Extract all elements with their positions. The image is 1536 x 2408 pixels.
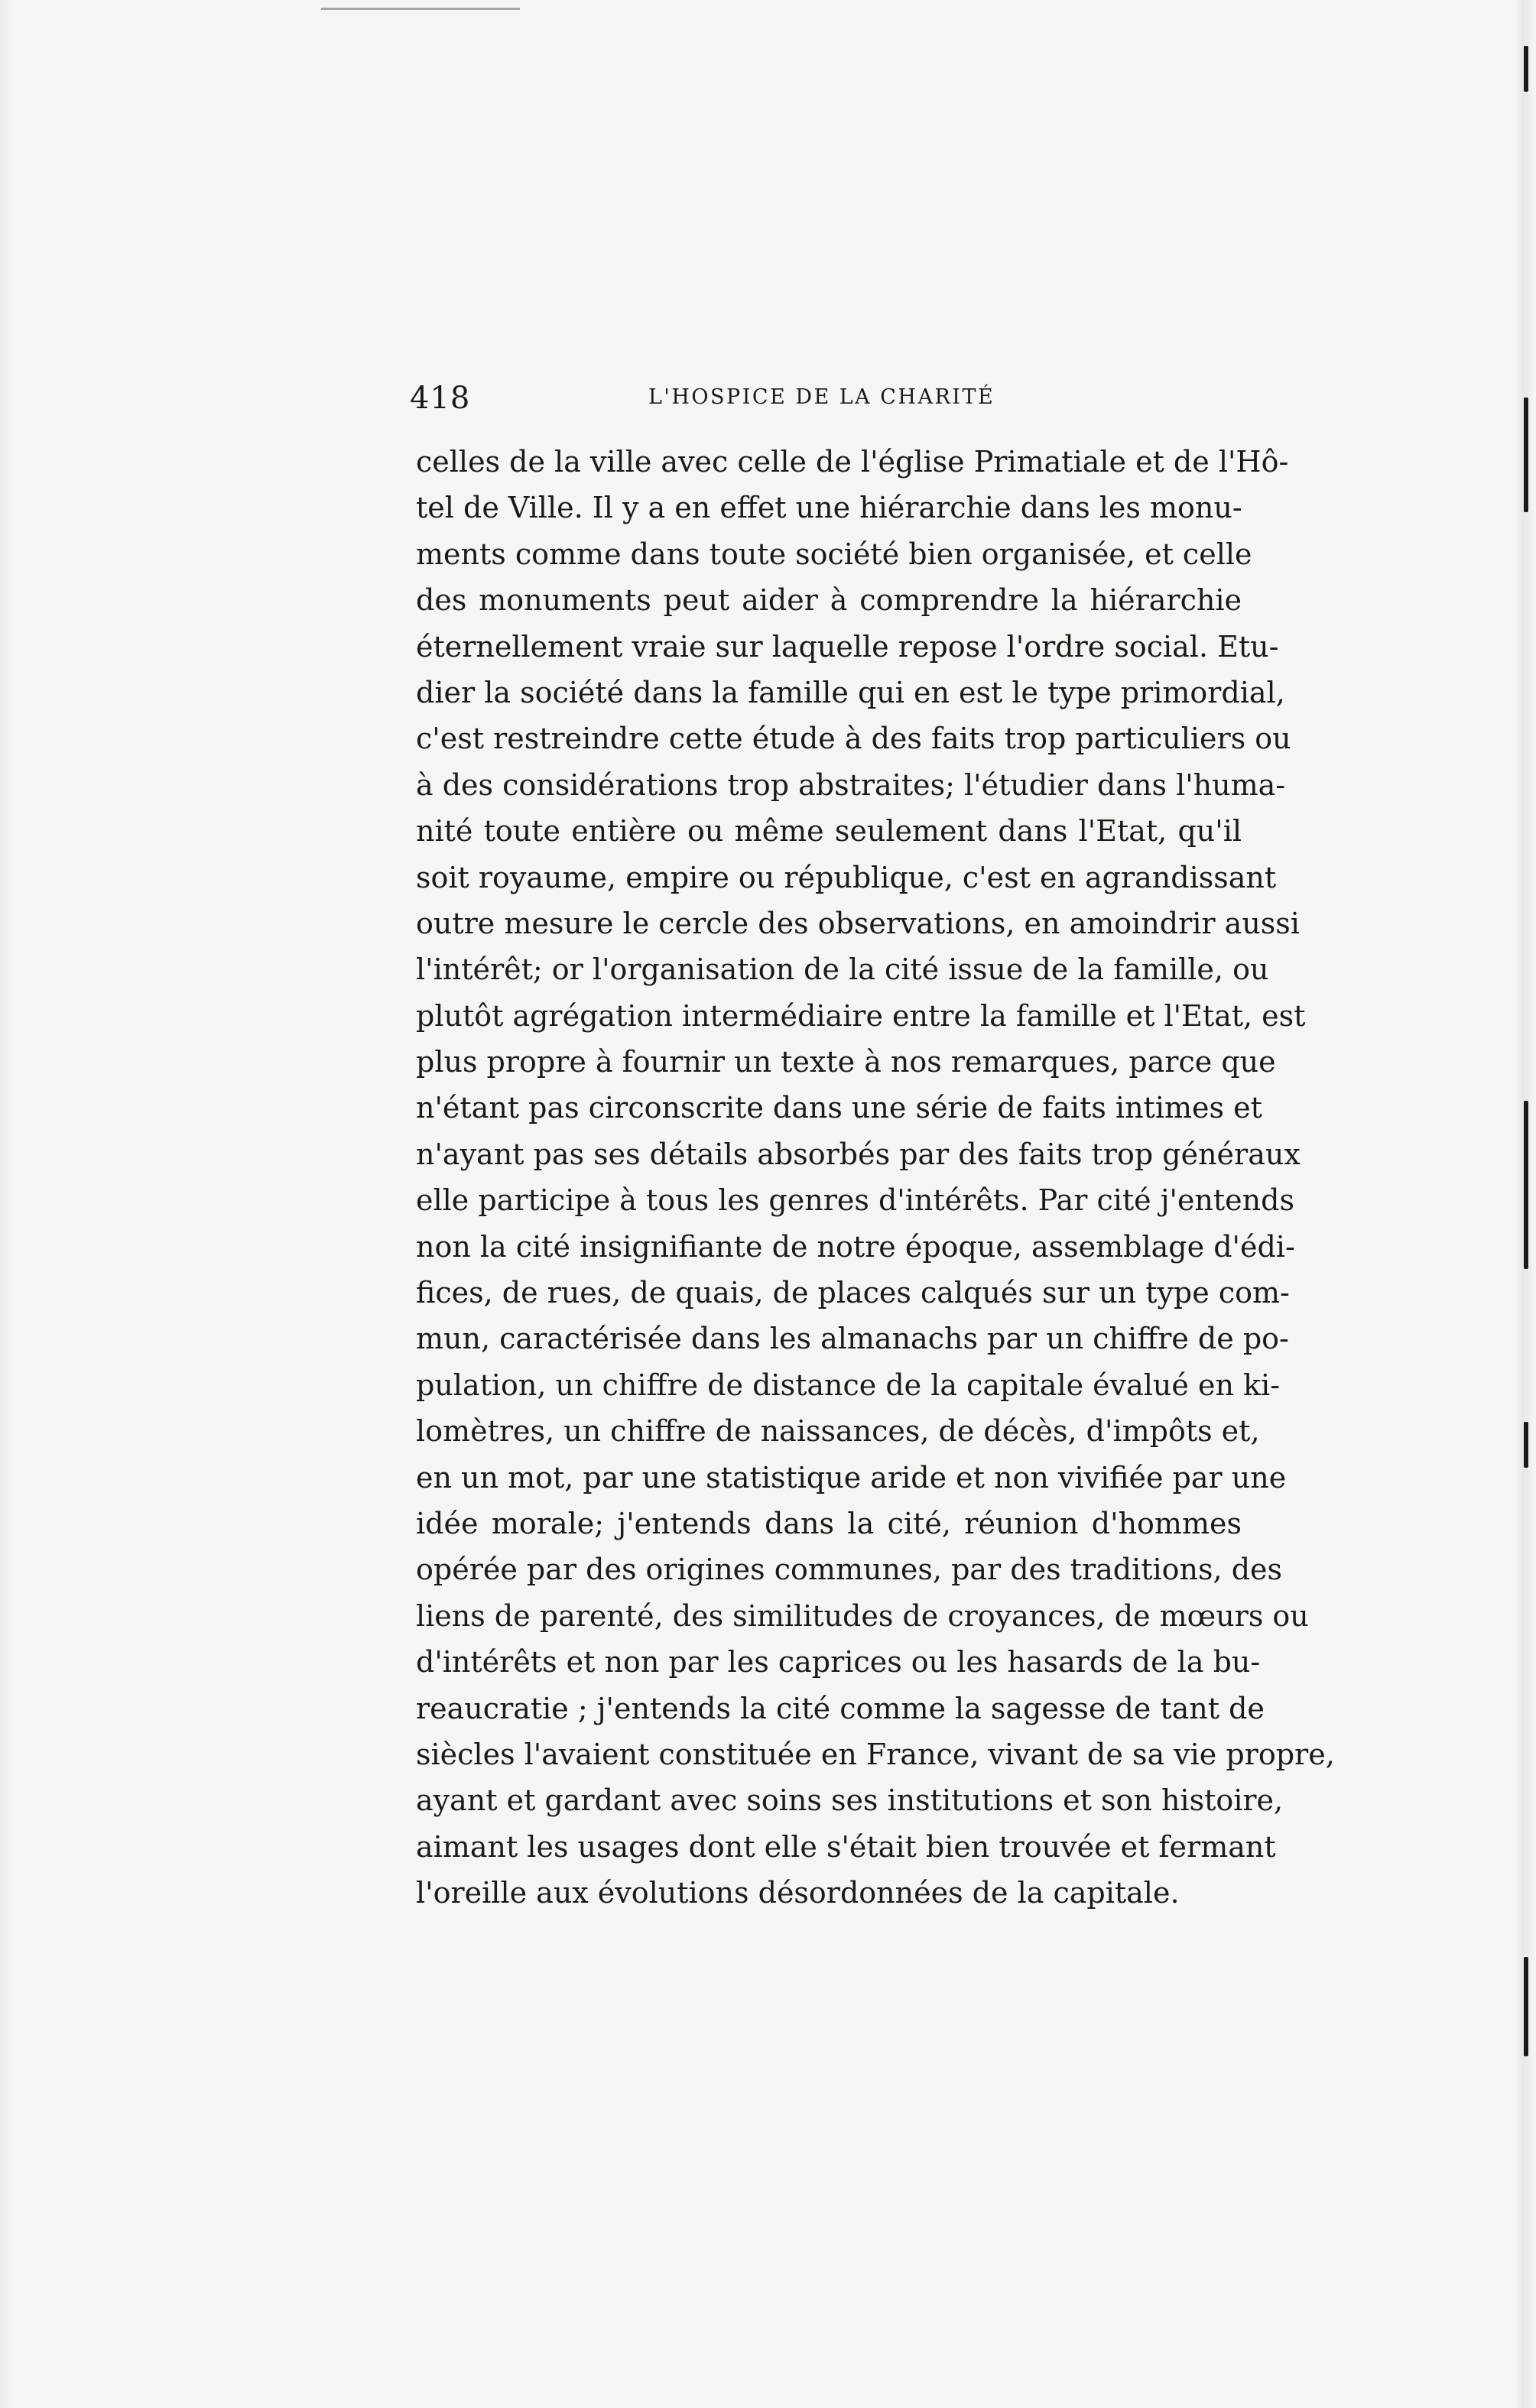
text-line: l'intérêt; or l'organisation de la cité issue de la famille, ou: [416, 952, 1269, 987]
text-line: n'ayant pas ses détails absorbés par des faits trop généraux: [416, 1137, 1301, 1171]
text-line: ayant et gardant avec soins ses institutions et son histoire,: [416, 1783, 1284, 1818]
text-line: en un mot, par une statistique aride et non vivifiée par une: [416, 1460, 1287, 1494]
text-line: l'oreille aux évolutions désordonnées de la capitale.: [416, 1876, 1180, 1910]
text-line: opérée par des origines communes, par des traditions, des: [416, 1553, 1283, 1587]
edge-mark: [1524, 398, 1528, 512]
text-line: dier la société dans la famille qui en est le type primordial,: [416, 675, 1285, 709]
text-line: plutôt agrégation intermédiaire entre la famille et l'Etat, est: [416, 998, 1306, 1033]
text-line: n'étant pas circonscrite dans une série de faits intimes et: [416, 1091, 1262, 1125]
page-header: [410, 381, 1243, 427]
running-head: L'HOSPICE DE LA CHARITÉ: [648, 385, 995, 409]
text-line: ments comme dans toute société bien organisée, et celle: [416, 537, 1252, 571]
text-line: nité toute entière ou même seulement dans l'Etat, qu'il: [416, 814, 1242, 849]
text-line: outre mesure le cercle des observations, en amoindrir aussi: [416, 906, 1300, 940]
text-line: mun, caractérisée dans les almanachs par un chiffre de po-: [416, 1322, 1289, 1356]
text-line: non la cité insignifiante de notre époque, assemblage d'édi-: [416, 1229, 1295, 1264]
edge-mark: [1524, 1101, 1528, 1269]
text-line: tel de Ville. Il y a en effet une hiérarchie dans les monu-: [416, 491, 1242, 525]
body-text: [416, 439, 1335, 1916]
text-line: liens de parenté, des similitudes de croyances, de mœurs ou: [416, 1598, 1309, 1633]
page-number: 418: [410, 381, 471, 416]
text-line: c'est restreindre cette étude à des faits trop particuliers ou: [416, 722, 1291, 756]
text-line: lomètres, un chiffre de naissances, de décès, d'impôts et,: [416, 1414, 1260, 1449]
text-line: fices, de rues, de quais, de places calqués sur un type com-: [416, 1276, 1290, 1310]
text-line: elle participe à tous les genres d'intérêts. Par cité j'entends: [416, 1183, 1294, 1218]
text-line: reaucratie ; j'entends la cité comme la sagesse de tant de: [416, 1691, 1265, 1725]
page-left-edge: [0, 0, 14, 2408]
text-line: à des considérations trop abstraites; l'étudier dans l'huma-: [416, 768, 1286, 802]
text-line: pulation, un chiffre de distance de la capitale évalué en ki-: [416, 1368, 1281, 1402]
text-line: d'intérêts et non par les caprices ou les hasards de la bu-: [416, 1645, 1261, 1679]
edge-mark: [1524, 1957, 1528, 2056]
edge-mark: [1524, 1422, 1528, 1468]
text-line: celles de la ville avec celle de l'église Primatiale et de l'Hô-: [416, 445, 1289, 479]
scan-artifact-top: [321, 8, 520, 10]
text-line: idée morale; j'entends dans la cité, réunion d'hommes: [416, 1506, 1242, 1540]
text-line: éternellement vraie sur laquelle repose l'ordre social. Etu-: [416, 629, 1279, 664]
text-line: plus propre à fournir un texte à nos remarques, parce que: [416, 1045, 1276, 1079]
text-line: soit royaume, empire ou république, c'est en agrandissant: [416, 860, 1277, 894]
edge-mark: [1524, 46, 1528, 92]
text-line: aimant les usages dont elle s'était bien trouvée et fermant: [416, 1829, 1276, 1864]
text-line: siècles l'avaient constituée en France, vivant de sa vie propre,: [416, 1737, 1335, 1771]
text-line: des monuments peut aider à comprendre la hiérarchie: [416, 583, 1242, 618]
